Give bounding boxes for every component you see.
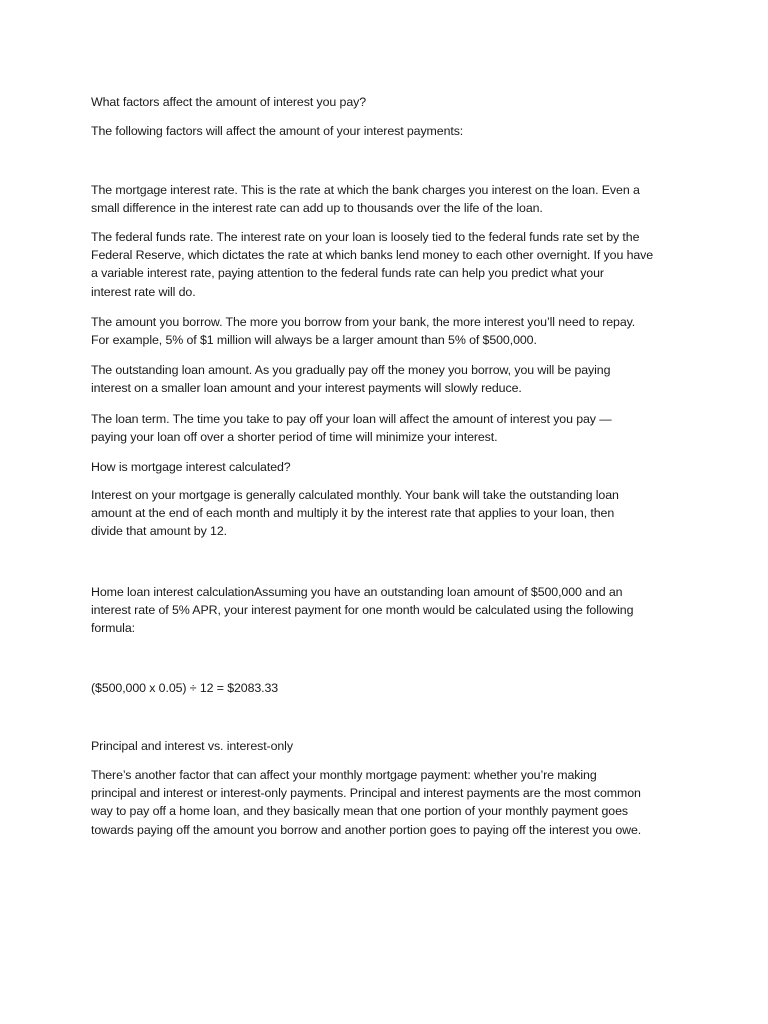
calculation-example-paragraph: Home loan interest calculationAssuming you have an outstanding loan amount of $500,000 and an interest rate of 5% APR, your interest payment for one month would be calculated using the following formula: (91, 585, 634, 636)
mortgage-rate-paragraph: The mortgage interest rate. This is the rate at which the bank charges you interest on the loan. Even a small difference in the interest rate can add up to thousands over the life of the loan. (91, 183, 640, 216)
intro-factors-paragraph: The following factors will affect the amount of your interest payments: (91, 124, 464, 138)
loan-term-paragraph: The loan term. The time you take to pay off your loan will affect the amount of interest you pay — paying your loan off over a shorter period of time will minimize your interest. (91, 412, 612, 445)
heading-calculation: How is mortgage interest calculated? (91, 460, 291, 474)
amount-borrowed-paragraph: The amount you borrow. The more you borrow from your bank, the more interest you’ll need to repay. For example, 5% of $1 million will always be a larger amount than 5% of $500,000. (91, 315, 636, 348)
federal-funds-rate-paragraph: The federal funds rate. The interest rate on your loan is loosely tied to the federal funds rate set by the Federal Reserve, which dictates the rate at which banks lend money to each other overnight. If you have a variable interest rate, paying attention to the federal funds rate can help you predict what your interest rate will do. (91, 230, 654, 299)
calculation-paragraph: Interest on your mortgage is generally calculated monthly. Your bank will take the outstanding loan amount at the end of each month and multiply it by the interest rate that applies to your loan, then divide that amount by 12. (91, 488, 619, 539)
formula-line: ($500,000 x 0.05) ÷ 12 = $2083.33 (91, 681, 279, 695)
heading-principal-vs-interest: Principal and interest vs. interest-only (91, 739, 293, 753)
principal-interest-paragraph: There’s another factor that can affect your monthly mortgage payment: whether you’re making principal and interest or interest-only payments. Principal and interest payments are the most common way to pay off a home loan, and they basically mean that one portion of your monthly payment goes towards paying off the amount you borrow and another portion goes to paying off the interest you owe. (91, 768, 642, 837)
heading-interest-factors: What factors affect the amount of interest you pay? (91, 95, 366, 109)
outstanding-loan-paragraph: The outstanding loan amount. As you gradually pay off the money you borrow, you will be paying interest on a smaller loan amount and your interest payments will slowly reduce. (91, 363, 611, 396)
